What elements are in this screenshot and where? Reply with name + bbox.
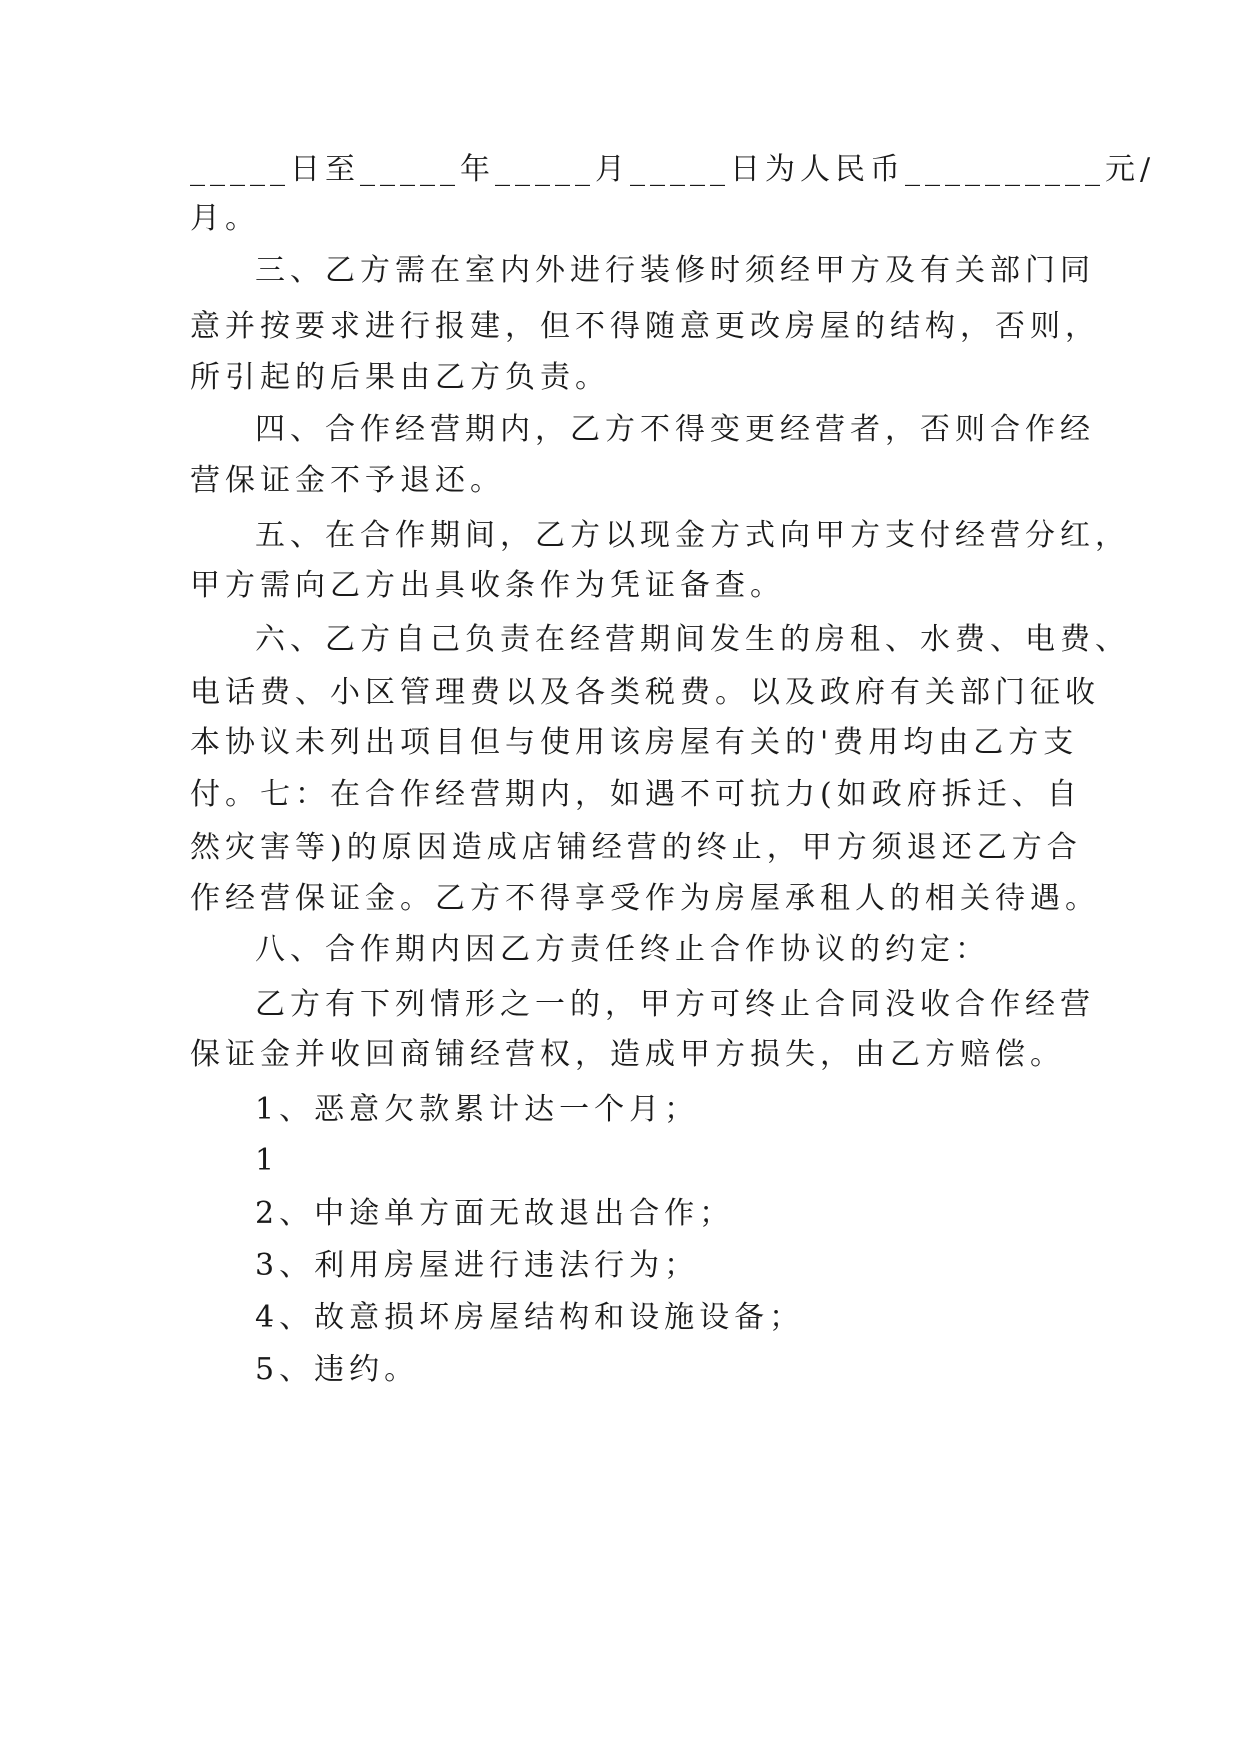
paragraph-conditions: 乙方有下列情形之一的，甲方可终止合同没收合作经营 <box>255 987 1095 1022</box>
list-item-1: 1、恶意欠款累计达一个月； <box>255 1092 700 1127</box>
text-line: 营保证金不予退还。 <box>190 463 505 498</box>
paragraph-item-5: 五、在合作期间，乙方以现金方式向甲方支付经营分红， <box>255 518 1130 553</box>
text-line: 所引起的后果由乙方负责。 <box>190 360 610 395</box>
text-line: _____日至_____年_____月_____日为人民币__________元/ <box>190 152 1156 187</box>
text-line: 然灾害等)的原因造成店铺经营的终止，甲方须退还乙方合 <box>190 830 1082 865</box>
paragraph-item-8: 八、合作期内因乙方责任终止合作协议的约定： <box>255 932 990 967</box>
text-line: 电话费、小区管理费以及各类税费。以及政府有关部门征收 <box>190 675 1100 710</box>
list-item-3: 3、利用房屋进行违法行为； <box>255 1248 700 1283</box>
text-line: 甲方需向乙方出具收条作为凭证备查。 <box>190 568 785 603</box>
paragraph-item-6: 六、乙方自己负责在经营期间发生的房租、水费、电费、 <box>255 622 1130 657</box>
page-number: 1 <box>255 1143 280 1178</box>
paragraph-item-3: 三、乙方需在室内外进行装修时须经甲方及有关部门同 <box>255 253 1095 288</box>
paragraph-item-4: 四、合作经营期内，乙方不得变更经营者，否则合作经 <box>255 412 1095 447</box>
text-line: 本协议未列出项目但与使用该房屋有关的'费用均由乙方支 <box>190 725 1079 760</box>
text-line: 保证金并收回商铺经营权，造成甲方损失，由乙方赔偿。 <box>190 1037 1065 1072</box>
list-item-2: 2、中途单方面无故退出合作； <box>255 1196 735 1231</box>
text-line: 付。七：在合作经营期内，如遇不可抗力(如政府拆迁、自 <box>190 777 1082 812</box>
text-line: 作经营保证金。乙方不得享受作为房屋承租人的相关待遇。 <box>190 881 1100 916</box>
list-item-5: 5、违约。 <box>255 1352 420 1387</box>
text-line: 意并按要求进行报建，但不得随意更改房屋的结构，否则， <box>190 309 1100 344</box>
list-item-4: 4、故意损坏房屋结构和设施设备； <box>255 1300 805 1335</box>
text-line: 月。 <box>190 201 260 236</box>
